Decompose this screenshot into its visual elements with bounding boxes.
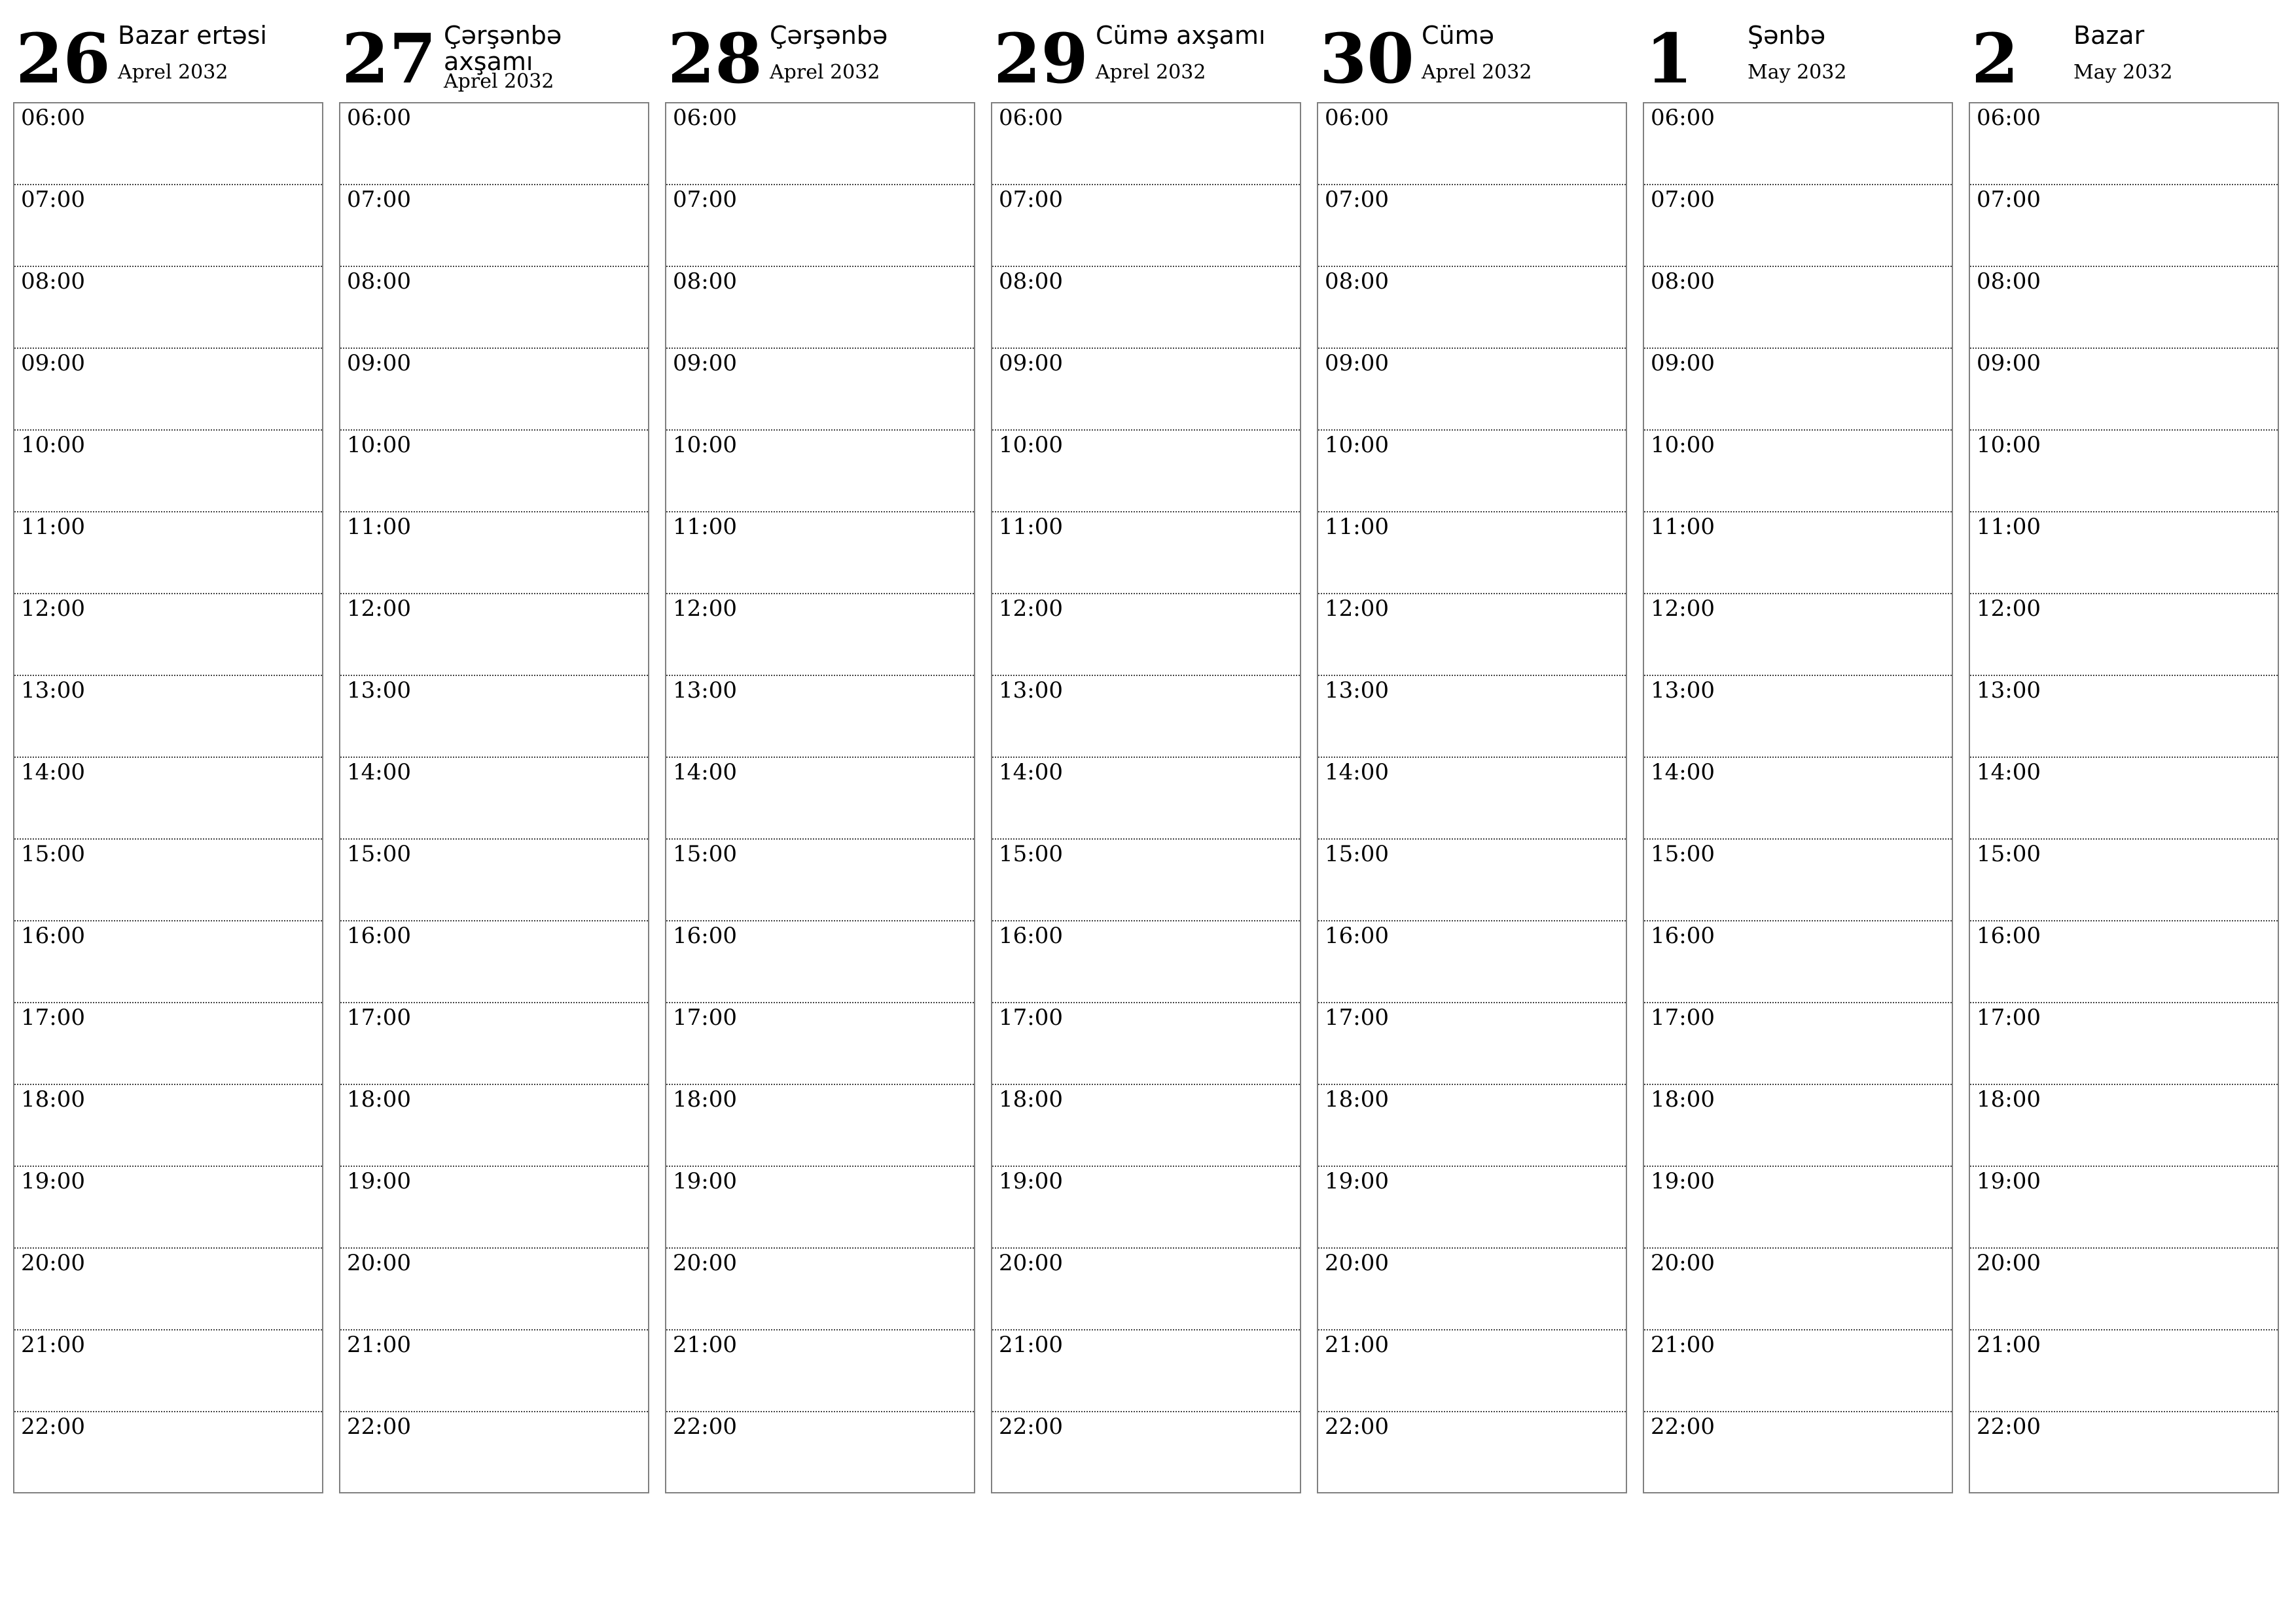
time-slot-label: 22:00 <box>1977 1414 2041 1440</box>
time-slot[interactable] <box>1970 349 2278 431</box>
time-slot[interactable] <box>1644 840 1952 921</box>
day-header <box>1645 20 1956 98</box>
time-slot[interactable] <box>1644 758 1952 840</box>
time-slot[interactable] <box>340 1085 648 1167</box>
time-slot[interactable] <box>992 758 1300 840</box>
time-slot[interactable] <box>1318 921 1626 1003</box>
time-slot-label: 17:00 <box>1325 1005 1389 1031</box>
day-number: 26 <box>16 18 111 99</box>
time-slot[interactable] <box>14 185 322 267</box>
time-slot-label: 14:00 <box>673 759 737 785</box>
time-slot[interactable] <box>1318 103 1626 185</box>
time-slot[interactable] <box>340 758 648 840</box>
time-slot[interactable] <box>992 185 1300 267</box>
time-slot-label: 06:00 <box>1977 105 2041 131</box>
time-slot[interactable] <box>340 431 648 512</box>
time-slot-label: 20:00 <box>999 1250 1063 1276</box>
day-schedule-box[interactable] <box>665 102 975 1493</box>
day-schedule-box[interactable] <box>1969 102 2279 1493</box>
time-slot-label: 09:00 <box>347 350 411 376</box>
time-slot-label: 22:00 <box>21 1414 85 1440</box>
time-slot[interactable] <box>340 1330 648 1412</box>
time-slot[interactable] <box>1644 267 1952 349</box>
day-month-year: May 2032 <box>2073 61 2173 84</box>
time-slot[interactable] <box>1970 267 2278 349</box>
time-slot[interactable] <box>14 267 322 349</box>
time-slot[interactable] <box>14 431 322 512</box>
time-slot[interactable] <box>340 267 648 349</box>
time-slot[interactable] <box>14 1085 322 1167</box>
time-slot[interactable] <box>1970 431 2278 512</box>
time-slot[interactable] <box>992 840 1300 921</box>
time-slot-label: 19:00 <box>1325 1168 1389 1194</box>
day-number: 29 <box>994 18 1088 99</box>
time-slot-label: 09:00 <box>21 350 85 376</box>
time-slot-label: 15:00 <box>1977 841 2041 867</box>
day-number: 2 <box>1971 18 2019 99</box>
time-slot-label: 21:00 <box>1651 1332 1715 1358</box>
time-slot-label: 07:00 <box>1977 187 2041 213</box>
time-slot[interactable] <box>666 1330 974 1412</box>
time-slot-label: 11:00 <box>673 514 737 540</box>
time-slot[interactable] <box>14 1330 322 1412</box>
time-slot-label: 08:00 <box>673 268 737 294</box>
time-slot-label: 08:00 <box>1651 268 1715 294</box>
time-slot-label: 10:00 <box>999 432 1063 458</box>
day-month-year: Aprel 2032 <box>1422 61 1532 84</box>
day-schedule-box[interactable] <box>1317 102 1627 1493</box>
time-slot-label: 21:00 <box>1325 1332 1389 1358</box>
time-slot[interactable] <box>1970 676 2278 758</box>
time-slot-label: 18:00 <box>673 1086 737 1113</box>
time-slot[interactable] <box>1970 1330 2278 1412</box>
time-slot[interactable] <box>1644 512 1952 594</box>
time-slot[interactable] <box>1644 103 1952 185</box>
time-slot[interactable] <box>666 103 974 185</box>
time-slot-label: 06:00 <box>21 105 85 131</box>
time-slot[interactable] <box>1644 185 1952 267</box>
time-slot[interactable] <box>340 1167 648 1249</box>
time-slot[interactable] <box>14 921 322 1003</box>
time-slot[interactable] <box>1318 1003 1626 1085</box>
time-slot[interactable] <box>340 349 648 431</box>
time-slot[interactable] <box>1970 758 2278 840</box>
time-slot-label: 20:00 <box>347 1250 411 1276</box>
time-slot-label: 08:00 <box>21 268 85 294</box>
day-name: Bazar ertəsi <box>118 21 267 50</box>
time-slot-label: 13:00 <box>1325 677 1389 704</box>
time-slot[interactable] <box>992 1085 1300 1167</box>
time-slot-label: 22:00 <box>673 1414 737 1440</box>
time-slot-label: 12:00 <box>999 596 1063 622</box>
time-slot-label: 13:00 <box>999 677 1063 704</box>
day-schedule-box[interactable] <box>991 102 1301 1493</box>
day-name: Cümə <box>1422 21 1495 50</box>
time-slot[interactable] <box>1970 103 2278 185</box>
time-slot-label: 14:00 <box>999 759 1063 785</box>
time-slot-label: 21:00 <box>347 1332 411 1358</box>
time-slot[interactable] <box>1318 840 1626 921</box>
time-slot[interactable] <box>992 431 1300 512</box>
time-slot[interactable] <box>14 103 322 185</box>
time-slot[interactable] <box>666 512 974 594</box>
day-header <box>1319 20 1630 98</box>
time-slot-label: 16:00 <box>999 923 1063 949</box>
time-slot-label: 06:00 <box>347 105 411 131</box>
time-slot[interactable] <box>992 1330 1300 1412</box>
time-slot[interactable] <box>1644 921 1952 1003</box>
day-number: 28 <box>668 18 762 99</box>
time-slot[interactable] <box>992 921 1300 1003</box>
time-slot[interactable] <box>340 1412 648 1494</box>
time-slot[interactable] <box>666 1003 974 1085</box>
day-header <box>342 20 652 98</box>
day-name: Şənbə <box>1748 21 1826 50</box>
time-slot[interactable] <box>1318 1330 1626 1412</box>
time-slot-label: 07:00 <box>21 187 85 213</box>
time-slot[interactable] <box>992 512 1300 594</box>
time-slot-label: 06:00 <box>1651 105 1715 131</box>
time-slot-label: 14:00 <box>1651 759 1715 785</box>
time-slot[interactable] <box>992 349 1300 431</box>
time-slot[interactable] <box>340 103 648 185</box>
time-slot-label: 12:00 <box>1651 596 1715 622</box>
time-slot[interactable] <box>666 1249 974 1330</box>
day-header <box>16 20 326 98</box>
time-slot-label: 06:00 <box>673 105 737 131</box>
time-slot[interactable] <box>1644 676 1952 758</box>
time-slot-label: 11:00 <box>347 514 411 540</box>
day-name: Çərşənbə axşamı <box>444 21 562 76</box>
time-slot-label: 17:00 <box>673 1005 737 1031</box>
time-slot[interactable] <box>1644 1003 1952 1085</box>
time-slot-label: 12:00 <box>673 596 737 622</box>
time-slot-label: 20:00 <box>21 1250 85 1276</box>
time-slot[interactable] <box>666 349 974 431</box>
time-slot[interactable] <box>1318 267 1626 349</box>
time-slot[interactable] <box>1318 349 1626 431</box>
time-slot[interactable] <box>1318 1085 1626 1167</box>
time-slot[interactable] <box>1318 1167 1626 1249</box>
time-slot[interactable] <box>992 676 1300 758</box>
time-slot[interactable] <box>340 840 648 921</box>
time-slot-label: 14:00 <box>347 759 411 785</box>
time-slot[interactable] <box>1318 431 1626 512</box>
time-slot[interactable] <box>1644 431 1952 512</box>
time-slot-label: 14:00 <box>1325 759 1389 785</box>
time-slot[interactable] <box>666 431 974 512</box>
time-slot-label: 20:00 <box>673 1250 737 1276</box>
time-slot-label: 13:00 <box>347 677 411 704</box>
time-slot[interactable] <box>666 1085 974 1167</box>
time-slot[interactable] <box>1318 676 1626 758</box>
day-number: 1 <box>1645 18 1693 99</box>
time-slot[interactable] <box>1970 921 2278 1003</box>
day-name: Cümə axşamı <box>1096 21 1266 50</box>
time-slot[interactable] <box>666 840 974 921</box>
time-slot[interactable] <box>666 594 974 676</box>
time-slot[interactable] <box>14 758 322 840</box>
time-slot-label: 18:00 <box>999 1086 1063 1113</box>
time-slot-label: 20:00 <box>1977 1250 2041 1276</box>
time-slot[interactable] <box>992 1249 1300 1330</box>
time-slot-label: 11:00 <box>999 514 1063 540</box>
time-slot-label: 15:00 <box>21 841 85 867</box>
time-slot[interactable] <box>666 758 974 840</box>
time-slot-label: 17:00 <box>347 1005 411 1031</box>
day-header <box>668 20 978 98</box>
time-slot-label: 07:00 <box>673 187 737 213</box>
time-slot-label: 12:00 <box>1977 596 2041 622</box>
time-slot-label: 18:00 <box>21 1086 85 1113</box>
time-slot-label: 07:00 <box>347 187 411 213</box>
time-slot-label: 09:00 <box>1325 350 1389 376</box>
time-slot-label: 10:00 <box>347 432 411 458</box>
time-slot-label: 07:00 <box>999 187 1063 213</box>
time-slot-label: 11:00 <box>1325 514 1389 540</box>
time-slot[interactable] <box>1318 758 1626 840</box>
time-slot-label: 16:00 <box>1651 923 1715 949</box>
time-slot-label: 08:00 <box>1325 268 1389 294</box>
time-slot[interactable] <box>14 1003 322 1085</box>
time-slot[interactable] <box>14 512 322 594</box>
time-slot[interactable] <box>340 676 648 758</box>
time-slot-label: 06:00 <box>999 105 1063 131</box>
time-slot[interactable] <box>992 594 1300 676</box>
time-slot[interactable] <box>1970 594 2278 676</box>
time-slot[interactable] <box>1318 512 1626 594</box>
time-slot[interactable] <box>14 349 322 431</box>
time-slot-label: 20:00 <box>1325 1250 1389 1276</box>
time-slot-label: 18:00 <box>347 1086 411 1113</box>
time-slot-label: 13:00 <box>673 677 737 704</box>
time-slot-label: 13:00 <box>1651 677 1715 704</box>
time-slot-label: 16:00 <box>21 923 85 949</box>
time-slot-label: 09:00 <box>673 350 737 376</box>
time-slot-label: 11:00 <box>1977 514 2041 540</box>
time-slot-label: 22:00 <box>1325 1414 1389 1440</box>
day-number: 30 <box>1319 18 1414 99</box>
time-slot[interactable] <box>14 1249 322 1330</box>
time-slot-label: 10:00 <box>1325 432 1389 458</box>
time-slot-label: 16:00 <box>673 923 737 949</box>
time-slot-label: 07:00 <box>1325 187 1389 213</box>
time-slot-label: 09:00 <box>1977 350 2041 376</box>
time-slot-label: 10:00 <box>673 432 737 458</box>
day-month-year: Aprel 2032 <box>444 70 554 93</box>
time-slot[interactable] <box>1644 594 1952 676</box>
time-slot[interactable] <box>1970 1003 2278 1085</box>
time-slot[interactable] <box>1970 1085 2278 1167</box>
time-slot[interactable] <box>14 676 322 758</box>
time-slot[interactable] <box>1318 594 1626 676</box>
time-slot[interactable] <box>666 921 974 1003</box>
time-slot-label: 21:00 <box>1977 1332 2041 1358</box>
time-slot-label: 21:00 <box>999 1332 1063 1358</box>
time-slot[interactable] <box>992 1412 1300 1494</box>
time-slot[interactable] <box>14 594 322 676</box>
day-schedule-box[interactable] <box>1643 102 1953 1493</box>
time-slot[interactable] <box>1970 840 2278 921</box>
time-slot-label: 11:00 <box>1651 514 1715 540</box>
time-slot-label: 13:00 <box>1977 677 2041 704</box>
time-slot-label: 10:00 <box>1977 432 2041 458</box>
time-slot[interactable] <box>1970 1412 2278 1494</box>
time-slot-label: 19:00 <box>21 1168 85 1194</box>
day-header <box>1971 20 2282 98</box>
time-slot[interactable] <box>340 1003 648 1085</box>
time-slot-label: 15:00 <box>1651 841 1715 867</box>
time-slot[interactable] <box>666 676 974 758</box>
time-slot[interactable] <box>992 267 1300 349</box>
time-slot-label: 17:00 <box>1977 1005 2041 1031</box>
day-schedule-box[interactable] <box>339 102 649 1493</box>
time-slot-label: 14:00 <box>21 759 85 785</box>
time-slot-label: 18:00 <box>1651 1086 1715 1113</box>
time-slot-label: 18:00 <box>1325 1086 1389 1113</box>
time-slot[interactable] <box>14 1412 322 1494</box>
time-slot[interactable] <box>992 103 1300 185</box>
time-slot-label: 16:00 <box>1325 923 1389 949</box>
time-slot[interactable] <box>666 267 974 349</box>
day-header <box>994 20 1304 98</box>
time-slot[interactable] <box>1644 1412 1952 1494</box>
time-slot-label: 17:00 <box>21 1005 85 1031</box>
day-name: Çərşənbə <box>770 21 888 50</box>
time-slot-label: 21:00 <box>21 1332 85 1358</box>
time-slot[interactable] <box>340 185 648 267</box>
day-month-year: Aprel 2032 <box>770 61 880 84</box>
time-slot[interactable] <box>992 1167 1300 1249</box>
time-slot[interactable] <box>340 594 648 676</box>
time-slot-label: 08:00 <box>1977 268 2041 294</box>
time-slot-label: 11:00 <box>21 514 85 540</box>
time-slot[interactable] <box>1970 1167 2278 1249</box>
time-slot-label: 07:00 <box>1651 187 1715 213</box>
time-slot[interactable] <box>1970 185 2278 267</box>
time-slot-label: 22:00 <box>999 1414 1063 1440</box>
time-slot-label: 13:00 <box>21 677 85 704</box>
time-slot[interactable] <box>992 1003 1300 1085</box>
time-slot[interactable] <box>1318 1412 1626 1494</box>
time-slot[interactable] <box>1644 1249 1952 1330</box>
day-number: 27 <box>342 18 437 99</box>
time-slot-label: 18:00 <box>1977 1086 2041 1113</box>
time-slot[interactable] <box>1970 512 2278 594</box>
time-slot-label: 06:00 <box>1325 105 1389 131</box>
time-slot[interactable] <box>1644 1330 1952 1412</box>
time-slot-label: 15:00 <box>673 841 737 867</box>
time-slot-label: 17:00 <box>1651 1005 1715 1031</box>
time-slot[interactable] <box>666 1167 974 1249</box>
time-slot[interactable] <box>340 1249 648 1330</box>
time-slot[interactable] <box>14 1167 322 1249</box>
time-slot-label: 19:00 <box>1651 1168 1715 1194</box>
time-slot-label: 16:00 <box>1977 923 2041 949</box>
time-slot[interactable] <box>666 1412 974 1494</box>
day-month-year: May 2032 <box>1748 61 1847 84</box>
day-schedule-box[interactable] <box>13 102 323 1493</box>
time-slot-label: 15:00 <box>999 841 1063 867</box>
time-slot-label: 19:00 <box>1977 1168 2041 1194</box>
time-slot-label: 19:00 <box>347 1168 411 1194</box>
time-slot-label: 15:00 <box>1325 841 1389 867</box>
time-slot-label: 16:00 <box>347 923 411 949</box>
time-slot-label: 12:00 <box>21 596 85 622</box>
time-slot[interactable] <box>1644 1085 1952 1167</box>
time-slot[interactable] <box>1318 1249 1626 1330</box>
time-slot-label: 09:00 <box>999 350 1063 376</box>
time-slot-label: 10:00 <box>1651 432 1715 458</box>
time-slot-label: 08:00 <box>999 268 1063 294</box>
time-slot-label: 22:00 <box>1651 1414 1715 1440</box>
time-slot-label: 21:00 <box>673 1332 737 1358</box>
time-slot[interactable] <box>1644 1167 1952 1249</box>
time-slot[interactable] <box>340 921 648 1003</box>
time-slot-label: 09:00 <box>1651 350 1715 376</box>
day-month-year: Aprel 2032 <box>1096 61 1206 84</box>
time-slot-label: 17:00 <box>999 1005 1063 1031</box>
time-slot[interactable] <box>666 185 974 267</box>
day-name: Bazar <box>2073 21 2145 50</box>
time-slot-label: 15:00 <box>347 841 411 867</box>
time-slot-label: 12:00 <box>347 596 411 622</box>
time-slot[interactable] <box>1970 1249 2278 1330</box>
time-slot[interactable] <box>1318 185 1626 267</box>
time-slot-label: 12:00 <box>1325 596 1389 622</box>
time-slot-label: 19:00 <box>999 1168 1063 1194</box>
day-month-year: Aprel 2032 <box>118 61 228 84</box>
time-slot-label: 20:00 <box>1651 1250 1715 1276</box>
time-slot-label: 22:00 <box>347 1414 411 1440</box>
time-slot[interactable] <box>14 840 322 921</box>
time-slot-label: 08:00 <box>347 268 411 294</box>
time-slot-label: 19:00 <box>673 1168 737 1194</box>
time-slot-label: 14:00 <box>1977 759 2041 785</box>
time-slot[interactable] <box>340 512 648 594</box>
time-slot-label: 10:00 <box>21 432 85 458</box>
time-slot[interactable] <box>1644 349 1952 431</box>
